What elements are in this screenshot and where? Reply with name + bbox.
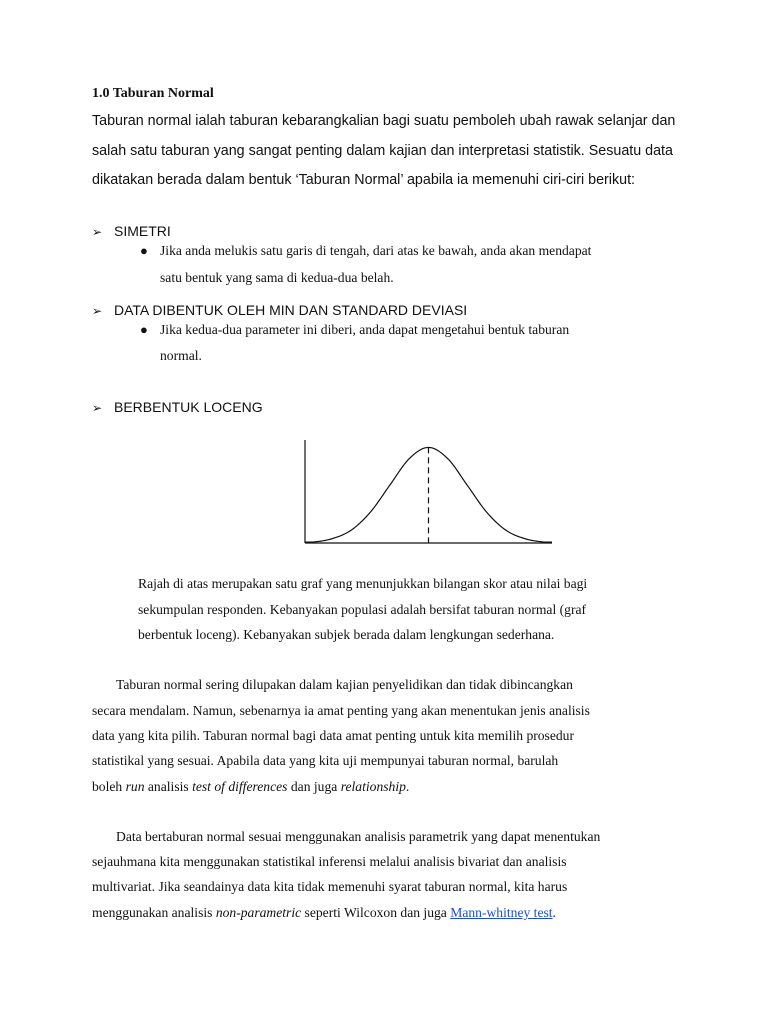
italic-term: test of differences xyxy=(192,779,288,794)
paragraph-line: sejauhmana kita menggunakan statistikal inferensi melalui analisis bivariat dan analisis xyxy=(92,854,567,869)
feature-item-simetri xyxy=(92,223,171,239)
paragraph-line: data yang kita pilih. Taburan normal bagi data amat penting untuk kita memilih prosedur xyxy=(92,728,575,743)
paragraph-line: Taburan normal sering dilupakan dalam kajian penyelidikan dan tidak dibincangkan xyxy=(116,677,573,692)
paragraph-line: menggunakan analisis non-parametric seperti Wilcoxon dan juga Mann-whitney test. xyxy=(92,905,556,920)
italic-term: non-parametric xyxy=(215,905,302,920)
section-heading: 1.0 Taburan Normal xyxy=(92,86,214,101)
arrow-bullet-icon: ➢ xyxy=(92,225,103,239)
paragraph-line: Data bertaburan normal sesuai menggunakan analisis parametrik yang dapat menentukan xyxy=(116,829,601,844)
italic-term: run xyxy=(125,779,145,794)
feature-title: DATA DIBENTUK OLEH MIN DAN STANDARD DEVIASI xyxy=(114,302,468,318)
chart-caption-line: berbentuk loceng). Kebanyakan subjek berada dalam lengkungan sederhana. xyxy=(138,627,555,642)
paragraph-line: secara mendalam. Namun, sebenarnya ia amat penting yang akan menentukan jenis analisis xyxy=(92,703,590,718)
feature-item-data-min xyxy=(92,302,467,318)
bullet-dot-icon: ● xyxy=(140,322,148,337)
paragraph-line: multivariat. Jika seandainya data kita tidak memenuhi syarat taburan normal, kita harus xyxy=(92,879,568,894)
paragraph-line: boleh run analisis test of differences dan juga relationship. xyxy=(92,779,410,794)
chart-caption-line: Rajah di atas merupakan satu graf yang menunjukkan bilangan skor atau nilai bagi xyxy=(138,576,588,591)
arrow-bullet-icon: ➢ xyxy=(92,401,103,415)
arrow-bullet-icon: ➢ xyxy=(92,304,103,318)
feature-title: BERBENTUK LOCENG xyxy=(114,399,263,415)
feature-title: SIMETRI xyxy=(114,223,171,239)
intro-line: dikatakan berada dalam bentuk ‘Taburan Normal’ apabila ia memenuhi ciri-ciri berikut: xyxy=(92,172,636,188)
feature-item-loceng xyxy=(92,399,263,415)
feature-sub-line: ● Jika kedua-dua parameter ini diberi, anda dapat mengetahui bentuk taburan xyxy=(140,322,570,337)
paragraph-line: statistikal yang sesuai. Apabila data yang kita uji mempunyai taburan normal, barulah xyxy=(92,753,559,768)
feature-sub-line: satu bentuk yang sama di kedua-dua belah. xyxy=(160,270,394,285)
feature-sub-line: normal. xyxy=(160,348,202,363)
italic-term: relationship xyxy=(340,779,406,794)
bell-curve-chart xyxy=(300,436,556,548)
intro-line: Taburan normal ialah taburan kebarangkalian bagi suatu pemboleh ubah rawak selanjar dan xyxy=(92,113,676,129)
intro-line: salah satu taburan yang sangat penting dalam kajian dan interpretasi statistik. Sesuatu data xyxy=(92,143,673,159)
mann-whitney-link[interactable]: Mann-whitney test xyxy=(450,905,553,920)
chart-caption-line: sekumpulan responden. Kebanyakan populasi adalah bersifat taburan normal (graf xyxy=(138,602,587,617)
feature-sub-line: ● Jika anda melukis satu garis di tengah, dari atas ke bawah, anda akan mendapat xyxy=(140,243,592,258)
bullet-dot-icon: ● xyxy=(140,243,148,258)
